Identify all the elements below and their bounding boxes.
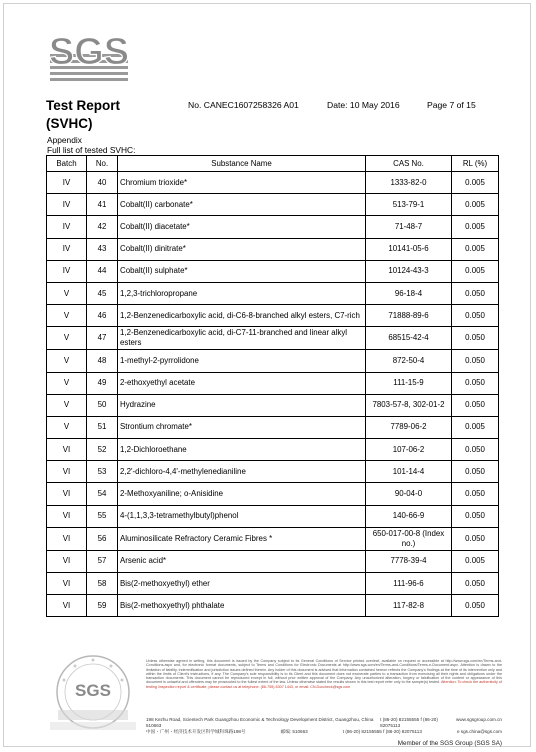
cell-batch: IV — [47, 260, 87, 282]
table-row — [47, 439, 499, 461]
cell-rl: 0.050 — [452, 505, 499, 527]
table-row — [47, 483, 499, 505]
sgs-seal-icon — [44, 650, 142, 738]
cell-no: 51 — [87, 416, 118, 438]
cell-rl: 0.005 — [452, 216, 499, 238]
page-number: Page 7 of 15 — [427, 100, 476, 110]
cell-batch: V — [47, 327, 87, 350]
table-row — [47, 327, 499, 350]
report-title — [46, 97, 120, 133]
cell-substance-name: Hydrazine — [118, 394, 366, 416]
cell-rl: 0.005 — [452, 194, 499, 216]
cell-no: 48 — [87, 350, 118, 372]
table-row — [47, 216, 499, 238]
cell-no: 59 — [87, 595, 118, 617]
cell-no: 46 — [87, 305, 118, 327]
cell-no: 40 — [87, 172, 118, 194]
cell-rl: 0.005 — [452, 260, 499, 282]
table-row — [47, 461, 499, 483]
cell-substance-name: Cobalt(II) carbonate* — [118, 194, 366, 216]
svhc-table — [46, 155, 499, 617]
cell-substance-name: Aluminosilicate Refractory Ceramic Fibres * — [118, 527, 366, 550]
cell-rl: 0.050 — [452, 372, 499, 394]
cell-no: 52 — [87, 439, 118, 461]
cell-no: 56 — [87, 527, 118, 550]
cell-batch: VI — [47, 483, 87, 505]
appendix-subheading: Full list of tested SVHC: — [47, 144, 136, 155]
cell-batch: IV — [47, 238, 87, 260]
cell-rl: 0.050 — [452, 282, 499, 304]
report-date: Date: 10 May 2016 — [327, 100, 400, 110]
cell-cas-no: 71888-89-6 — [366, 305, 452, 327]
appendix-heading: Appendix — [47, 135, 82, 145]
cell-substance-name: 1,2-Benzenedicarboxylic acid, di-C6-8-branched alkyl esters, C7-rich — [118, 305, 366, 327]
cell-cas-no: 7789-06-2 — [366, 416, 452, 438]
cell-batch: VI — [47, 595, 87, 617]
footer-disclaimer: Unless otherwise agreed in writing, this document is issued by the Company subject to its General Conditions of Service printed overleaf, available on request or accessible at http://www.sgs.com/en/Terms-and-Conditions.aspx and, for electronic format documents, subject to Terms and Conditions for Electronic Documents at http://www.sgs.com/en/Terms-and-Conditions/Terms-e-Document.aspx. Attention is drawn to the limitation of liability, indemnification and jurisdiction issues defined therein. Any holder of this document is advised that information contained hereon reflects the Company's findings at the time of its intervention only and within the limits of Client's instructions, if any. The Company's sole responsibility is to its Client and this document does not exonerate parties to a transaction from exercising all their rights and obligations under the transaction documents. This document cannot be reproduced except in full, without prior written approval of the Company. Any unauthorized alteration, forgery or falsification of the content or appearance of this document is unlawful and offenders may be prosecuted to the fullest extent of the law. Unless otherwise stated the results shown in this test report refer only to the sample(s) tested. — [146, 659, 502, 685]
cell-substance-name: Strontium chromate* — [118, 416, 366, 438]
cell-cas-no: 513-79-1 — [366, 194, 452, 216]
cell-batch: V — [47, 350, 87, 372]
table-row — [47, 595, 499, 617]
cell-cas-no: 68515-42-4 — [366, 327, 452, 350]
footer-tel-cn: t (86-20) 82155555 f (86-20) 82075113 — [342, 729, 422, 734]
cell-cas-no: 117-82-8 — [366, 595, 452, 617]
cell-rl: 0.050 — [452, 595, 499, 617]
report-title-line1: Test Report — [46, 98, 121, 113]
logo-text: SGS — [48, 31, 130, 73]
seal-text: SGS — [75, 681, 111, 700]
cell-cas-no: 1333-82-0 — [366, 172, 452, 194]
cell-no: 54 — [87, 483, 118, 505]
table-row — [47, 505, 499, 527]
cell-substance-name: 4-(1,1,3,3-tetramethylbutyl)phenol — [118, 505, 366, 527]
cell-batch: V — [47, 372, 87, 394]
cell-no: 55 — [87, 505, 118, 527]
cell-no: 53 — [87, 461, 118, 483]
cell-rl: 0.005 — [452, 238, 499, 260]
cell-substance-name: Cobalt(II) dinitrate* — [118, 238, 366, 260]
cell-substance-name: 2-ethoxyethyl acetate — [118, 372, 366, 394]
cell-batch: V — [47, 394, 87, 416]
cell-cas-no: 101-14-4 — [366, 461, 452, 483]
cell-rl: 0.050 — [452, 305, 499, 327]
cell-cas-no: 90-04-0 — [366, 483, 452, 505]
cell-rl: 0.050 — [452, 527, 499, 550]
cell-no: 49 — [87, 372, 118, 394]
cell-substance-name: 1,2-Dichloroethane — [118, 439, 366, 461]
cell-cas-no: 140-66-9 — [366, 505, 452, 527]
table-row — [47, 573, 499, 595]
cell-substance-name: Cobalt(II) diacetate* — [118, 216, 366, 238]
cell-cas-no: 10141-05-6 — [366, 238, 452, 260]
cell-cas-no: 111-96-6 — [366, 573, 452, 595]
cell-batch: IV — [47, 216, 87, 238]
cell-rl: 0.005 — [452, 550, 499, 572]
table-row — [47, 194, 499, 216]
table-row — [47, 350, 499, 372]
footer-address-cn-row — [146, 729, 502, 735]
cell-no: 44 — [87, 260, 118, 282]
footer-tel-en: t (86-20) 82155555 f (86-20) 82075113 — [380, 717, 438, 728]
table-row — [47, 416, 499, 438]
table-row — [47, 172, 499, 194]
footer-web-en: www.sgsgroup.com.cn — [456, 717, 502, 722]
cell-cas-no: 71-48-7 — [366, 216, 452, 238]
table-row — [47, 394, 499, 416]
footer-address-en-row — [146, 717, 502, 729]
cell-rl: 0.005 — [452, 416, 499, 438]
cell-rl: 0.050 — [452, 439, 499, 461]
footer-zip-cn: 邮编: 510663 — [280, 729, 308, 734]
cell-rl: 0.005 — [452, 172, 499, 194]
cell-no: 57 — [87, 550, 118, 572]
cell-cas-no: 7778-39-4 — [366, 550, 452, 572]
table-row — [47, 372, 499, 394]
table-row — [47, 550, 499, 572]
header-rl: RL (%) — [452, 156, 499, 172]
cell-batch: VI — [47, 439, 87, 461]
cell-batch: VI — [47, 573, 87, 595]
cell-no: 58 — [87, 573, 118, 595]
cell-substance-name: 1-methyl-2-pyrrolidone — [118, 350, 366, 372]
cell-rl: 0.050 — [452, 350, 499, 372]
sgs-logo-icon — [44, 18, 134, 88]
footer-attention: Attention: To check the authenticity of testing /inspection report & certificate, please contact us at telephone: (86-755) 8307 1443, or email: CN.Doccheck@sgs.com — [146, 680, 502, 689]
table-row — [47, 238, 499, 260]
cell-batch: IV — [47, 194, 87, 216]
header-substance-name: Substance Name — [118, 156, 366, 172]
cell-rl: 0.050 — [452, 573, 499, 595]
member-statement: Member of the SGS Group (SGS SA) — [397, 740, 502, 747]
cell-no: 41 — [87, 194, 118, 216]
cell-batch: VI — [47, 550, 87, 572]
cell-rl: 0.050 — [452, 394, 499, 416]
cell-batch: V — [47, 305, 87, 327]
footer-address-block — [146, 717, 502, 735]
header-cas-no: CAS No. — [366, 156, 452, 172]
appendix-block — [47, 136, 135, 155]
cell-batch: IV — [47, 172, 87, 194]
cell-cas-no: 96-18-4 — [366, 282, 452, 304]
cell-substance-name: Bis(2-methoxyethyl) ether — [118, 573, 366, 595]
cell-batch: VI — [47, 527, 87, 550]
cell-rl: 0.050 — [452, 461, 499, 483]
cell-no: 42 — [87, 216, 118, 238]
cell-batch: V — [47, 416, 87, 438]
cell-batch: VI — [47, 461, 87, 483]
footer-address-cn: 中国・广州・经济技术开发区科学城科珠路198号 — [146, 729, 246, 734]
cell-cas-no: 650-017-00-8 (Index no.) — [366, 527, 452, 550]
cell-substance-name: 1,2-Benzenedicarboxylic acid, di-C7-11-branched and linear alkyl esters — [118, 327, 366, 350]
cell-cas-no: 7803-57-8, 302-01-2 — [366, 394, 452, 416]
sgs-logo — [44, 18, 134, 88]
cell-substance-name: 1,2,3-trichloropropane — [118, 282, 366, 304]
table-row — [47, 260, 499, 282]
cell-cas-no: 10124-43-3 — [366, 260, 452, 282]
cell-substance-name: Chromium trioxide* — [118, 172, 366, 194]
cell-substance-name: 2-Methoxyaniline; o-Anisidine — [118, 483, 366, 505]
cell-substance-name: Bis(2-methoxyethyl) phthalate — [118, 595, 366, 617]
footer-disclaimer-block — [146, 659, 502, 689]
table-row — [47, 305, 499, 327]
cell-rl: 0.050 — [452, 327, 499, 350]
cell-cas-no: 107-06-2 — [366, 439, 452, 461]
cell-batch: VI — [47, 505, 87, 527]
cell-substance-name: Cobalt(II) sulphate* — [118, 260, 366, 282]
cell-rl: 0.050 — [452, 483, 499, 505]
footer-address-en: 198 Kezhu Road, Scientech Park Guangzhou Economic & Technology Development District, Guangzhou, China 510663 — [146, 717, 374, 728]
cell-no: 43 — [87, 238, 118, 260]
header-no: No. — [87, 156, 118, 172]
report-title-line2: (SVHC) — [46, 116, 93, 131]
report-number: No. CANEC1607258326 A01 — [188, 100, 299, 110]
table-header-row — [47, 156, 499, 172]
cell-batch: V — [47, 282, 87, 304]
cell-substance-name: Arsenic acid* — [118, 550, 366, 572]
table-row — [47, 527, 499, 550]
cell-cas-no: 111-15-9 — [366, 372, 452, 394]
cell-no: 50 — [87, 394, 118, 416]
header-batch: Batch — [47, 156, 87, 172]
footer-email-cn: e sgs.china@sgs.com — [456, 729, 502, 734]
cell-substance-name: 2,2'-dichloro-4,4'-methylenedianiline — [118, 461, 366, 483]
cell-no: 47 — [87, 327, 118, 350]
cell-no: 45 — [87, 282, 118, 304]
sgs-seal — [44, 650, 142, 738]
table-row — [47, 282, 499, 304]
cell-cas-no: 872-50-4 — [366, 350, 452, 372]
